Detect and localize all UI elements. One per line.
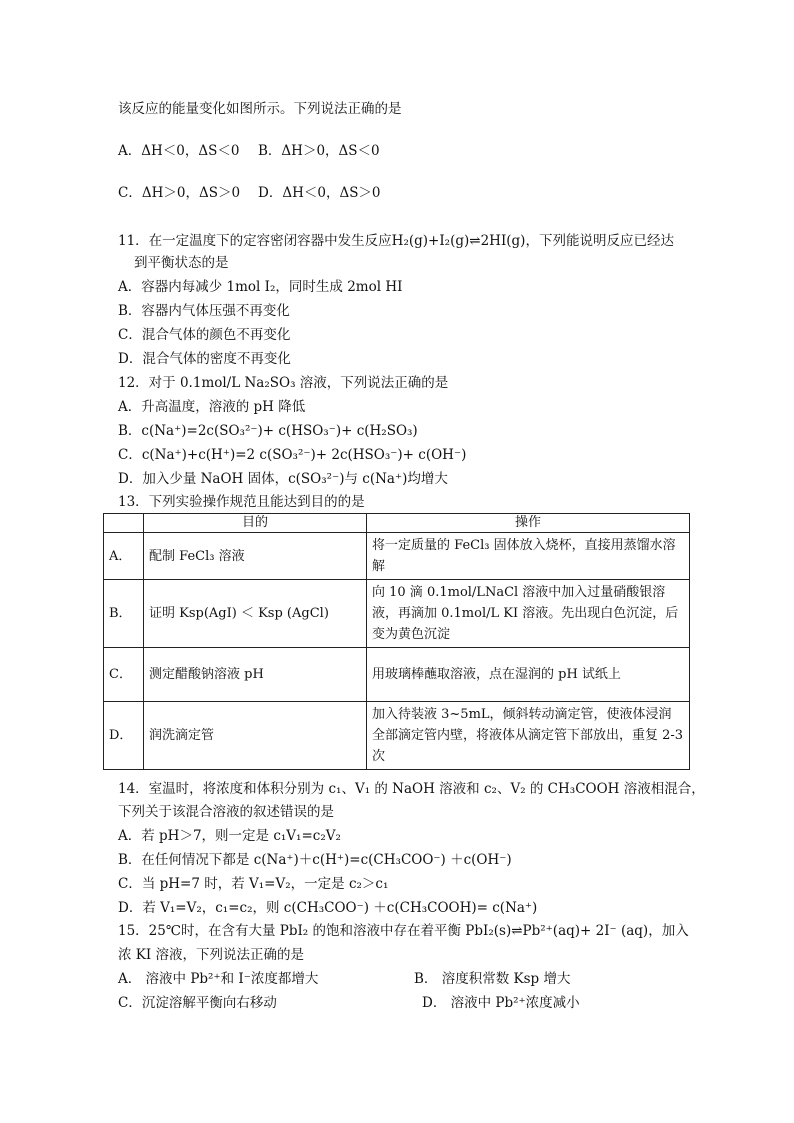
q13-row-purpose: 证明 Ksp(AgI) ＜ Ksp (AgCl) [144, 580, 367, 648]
q13-table [103, 513, 690, 770]
q10-option-a-text: ΔH＜0，ΔS＜0 [141, 143, 240, 159]
q13-table-row [104, 648, 690, 702]
q10-option-b-label: B． [258, 143, 282, 159]
q15-option-a: A． 溶液中 Pb²⁺和 I⁻浓度都增大 [118, 971, 319, 987]
q10-option-a-label: A． [118, 143, 142, 159]
q13-header-blank [104, 514, 144, 533]
q14-stem-line1: 14．室温时，将浓度和体积分别为 c₁、V₁ 的 NaOH 溶液和 c₂、V₂ 的 CH₃COOH 溶液相混合， [118, 781, 705, 797]
q13-table-row [104, 702, 690, 770]
q10-option-d-label: D． [258, 185, 283, 201]
q14-stem-line2: 下列关于该混合溶液的叙述错误的是 [118, 804, 334, 820]
q10-option-c [118, 184, 240, 202]
q12-option-d: D．加入少量 NaOH 固体，c(SO₃²⁻)与 c(Na⁺)均增大 [118, 471, 448, 487]
q14-option-a: A．若 pH＞7，则一定是 c₁V₁=c₂V₂ [118, 828, 341, 844]
q15-option-d: D． 溶液中 Pb²⁺浓度减小 [422, 995, 580, 1011]
q13-stem: 13．下列实验操作规范且能达到目的的是 [118, 494, 365, 510]
q12-option-c: C．c(Na⁺)+c(H⁺)=2 c(SO₃²⁻)+ 2c(HSO₃⁻)+ c(OH⁻) [118, 447, 467, 463]
q13-row-operation: 将一定质量的 FeCl₃ 固体放入烧杯，直接用蒸馏水溶解 [367, 533, 690, 580]
q11-option-c: C．混合气体的颜色不再变化 [118, 327, 291, 343]
q10-stem-tail: 该反应的能量变化如图所示。下列说法正确的是 [118, 101, 402, 117]
q10-option-a [118, 142, 239, 160]
q15-stem-line2: 浓 KI 溶液，下列说法正确的是 [118, 947, 305, 963]
q13-table-header-row [104, 514, 690, 533]
q10-option-c-text: ΔH＞0，ΔS＞0 [141, 185, 241, 201]
q13-row-operation: 向 10 滴 0.1mol/LNaCl 溶液中加入过量硝酸银溶液，再滴加 0.1mol/L KI 溶液。先出现白色沉淀，后变为黄色沉淀 [367, 580, 690, 648]
q15-stem-line1: 15．25℃时，在含有大量 PbI₂ 的饱和溶液中存在着平衡 PbI₂(s)⇌Pb²⁺(aq)+ 2I⁻ (aq)，加入 [118, 923, 689, 939]
q11-stem-line1: 11．在一定温度下的定容密闭容器中发生反应H₂(g)+I₂(g)⇌2HI(g)，下列能说明反应已经达 [118, 233, 674, 249]
q10-option-d [258, 184, 381, 202]
q10-option-c-label: C． [118, 185, 142, 201]
q12-option-a: A．升高温度，溶液的 pH 降低 [118, 399, 306, 415]
q11-option-d: D．混合气体的密度不再变化 [118, 351, 291, 367]
q14-option-d: D．若 V₁=V₂，c₁=c₂，则 c(CH₃COO⁻) ＋c(CH₃COOH)= c(Na⁺) [118, 900, 538, 916]
q10-option-b [258, 142, 380, 160]
q12-option-b: B．c(Na⁺)=2c(SO₃²⁻)+ c(HSO₃⁻)+ c(H₂SO₃) [118, 423, 418, 439]
q13-row-purpose: 配制 FeCl₃ 溶液 [144, 533, 367, 580]
q13-row-label: D． [104, 702, 144, 770]
q11-stem-line2: 到平衡状态的是 [134, 255, 229, 271]
q12-stem: 12．对于 0.1mol/L Na₂SO₃ 溶液，下列说法正确的是 [118, 375, 449, 391]
q10-option-d-text: ΔH＜0，ΔS＞0 [282, 185, 381, 201]
q13-row-label: C． [104, 648, 144, 702]
q14-option-b: B．在任何情况下都是 c(Na⁺)＋c(H⁺)=c(CH₃COO⁻) ＋c(OH⁻) [118, 852, 512, 868]
q10-option-b-text: ΔH＞0，ΔS＜0 [281, 143, 380, 159]
q13-row-purpose: 润洗滴定管 [144, 702, 367, 770]
q13-table-row [104, 580, 690, 648]
q13-header-operation: 操作 [367, 514, 690, 533]
q13-table-row [104, 533, 690, 580]
q13-header-purpose: 目的 [144, 514, 367, 533]
q13-row-label: B． [104, 580, 144, 648]
q15-option-c: C．沉淀溶解平衡向右移动 [118, 995, 277, 1011]
q14-option-c: C．当 pH=7 时，若 V₁=V₂，一定是 c₂＞c₁ [118, 876, 389, 892]
q13-row-operation: 加入待装液 3~5mL，倾斜转动滴定管，使液体浸润全部滴定管内壁，将液体从滴定管下部放出，重复 2-3 次 [367, 702, 690, 770]
q15-option-b: B． 溶度积常数 Ksp 增大 [414, 971, 571, 987]
q13-row-purpose: 测定醋酸钠溶液 pH [144, 648, 367, 702]
q11-option-b: B．容器内气体压强不再变化 [118, 303, 290, 319]
q11-option-a: A．容器内每减少 1mol I₂，同时生成 2mol HI [118, 279, 403, 295]
q13-row-operation: 用玻璃棒蘸取溶液，点在湿润的 pH 试纸上 [367, 648, 690, 702]
q13-row-label: A． [104, 533, 144, 580]
